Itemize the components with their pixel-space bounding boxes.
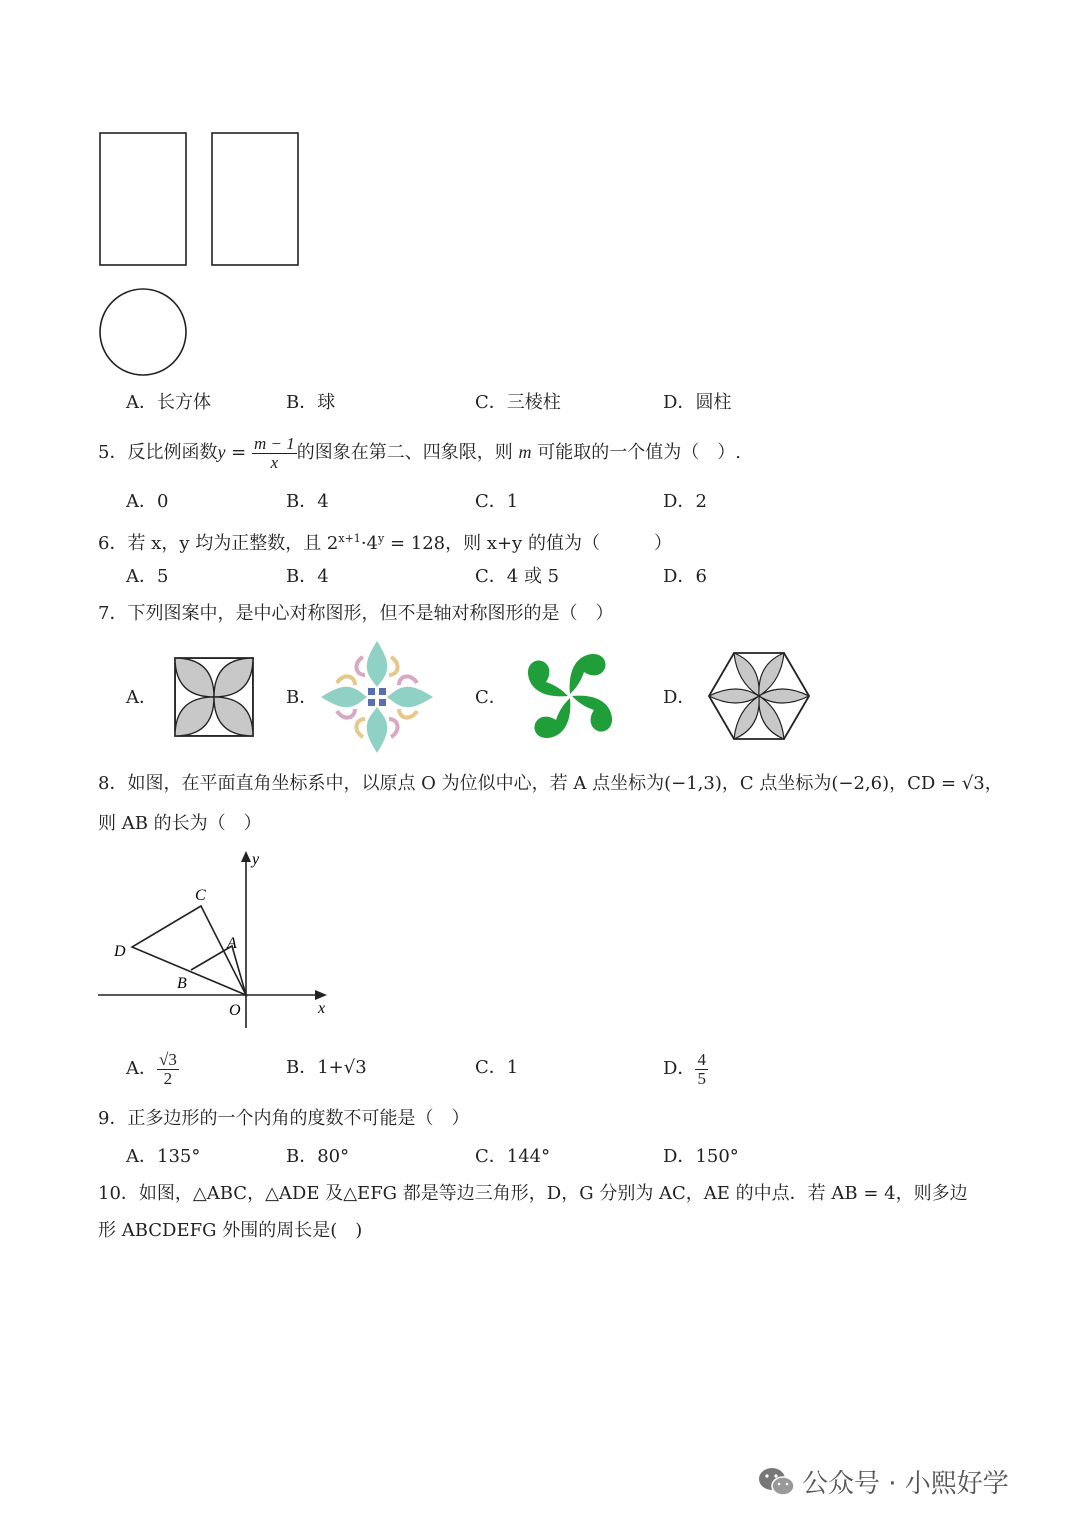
q9-option-b: B．80° <box>286 1146 350 1167</box>
q4-option-d: D．圆柱 <box>663 392 732 413</box>
q7-label-c: C． <box>475 687 507 708</box>
q10-question-line1: 10．如图，△ABC，△ADE 及△EFG 都是等边三角形，D，G 分别为 AC，AE 的中点．若 AB = 4，则多边 <box>98 1183 968 1204</box>
q7-figure-b <box>318 638 436 756</box>
watermark: 公众号 · 小熙好学 <box>758 1463 1009 1500</box>
q4-option-b: B．球 <box>286 392 336 413</box>
side-view-rect <box>212 133 298 265</box>
q8-option-a: A． $\frac{√3}{2}$ <box>126 1049 177 1088</box>
q9-option-a: A．135° <box>126 1146 201 1167</box>
q6-question: 6．若 x，y 均为正整数，且 $2^{x+1}\cdot 4^y = 128$，则 x+y 的值为（ ） <box>98 532 672 554</box>
q8-question-line2: 则 AB 的长为（ ） <box>98 813 262 834</box>
q6-option-d: D．6 <box>663 566 707 587</box>
q8-option-d: D． $\frac{4}{5}$ <box>663 1049 706 1088</box>
q5-option-c: C．1 <box>475 491 519 512</box>
top-view-circle <box>100 289 186 375</box>
q7-label-a: A． <box>126 687 157 708</box>
q5-option-a: A．0 <box>126 491 169 512</box>
label-o: O <box>229 1002 241 1019</box>
q7-figure-c <box>524 650 616 742</box>
q7-question: 7．下列图案中，是中心对称图形，但不是轴对称图形的是（ ） <box>98 603 614 624</box>
q7-label-b: B． <box>286 687 318 708</box>
q9-question: 9．正多边形的一个内角的度数不可能是（ ） <box>98 1108 470 1129</box>
q4-option-a: A．长方体 <box>126 392 211 413</box>
label-y: y <box>252 851 260 868</box>
q5-question: 5．反比例函数y = $\frac{m - 1}{x}$ 的图象在第二、四象限，则 m 可能取的一个值为（ ）. <box>98 433 741 472</box>
wechat-icon <box>758 1466 796 1498</box>
q9-option-c: C．144° <box>475 1146 551 1167</box>
q8-option-b: B．1+√3 <box>286 1057 367 1078</box>
label-d: D <box>114 943 126 960</box>
q8-question-line1: 8．如图，在平面直角坐标系中，以原点 O 为位似中心，若 A 点坐标为(−1,3)，C 点坐标为(−2,6)，CD = √3， <box>98 773 1003 794</box>
q7-figure-d <box>708 651 810 741</box>
label-a: A <box>227 935 237 952</box>
q6-option-a: A．5 <box>126 566 169 587</box>
label-b: B <box>177 975 187 992</box>
q5-option-d: D．2 <box>663 491 707 512</box>
q6-option-c: C．4 或 5 <box>475 566 560 587</box>
q7-figure-a <box>173 656 255 738</box>
q5-fraction: $\frac{m - 1}{x}$ <box>253 433 295 472</box>
front-view-rect <box>100 133 186 265</box>
q5-option-b: B．4 <box>286 491 329 512</box>
q8-coordinate-figure <box>95 848 335 1033</box>
ornament-arm-up <box>356 641 397 687</box>
three-view-figure <box>95 128 305 380</box>
q10-question-line2: 形 ABCDEFG 外围的周长是( ) <box>98 1220 363 1241</box>
label-x: x <box>318 1000 326 1017</box>
q9-option-d: D．150° <box>663 1146 739 1167</box>
q7-label-d: D． <box>663 687 696 708</box>
q8-option-c: C．1 <box>475 1057 519 1078</box>
label-c: C <box>195 887 206 904</box>
q6-option-b: B．4 <box>286 566 329 587</box>
q4-option-c: C．三棱柱 <box>475 392 561 413</box>
